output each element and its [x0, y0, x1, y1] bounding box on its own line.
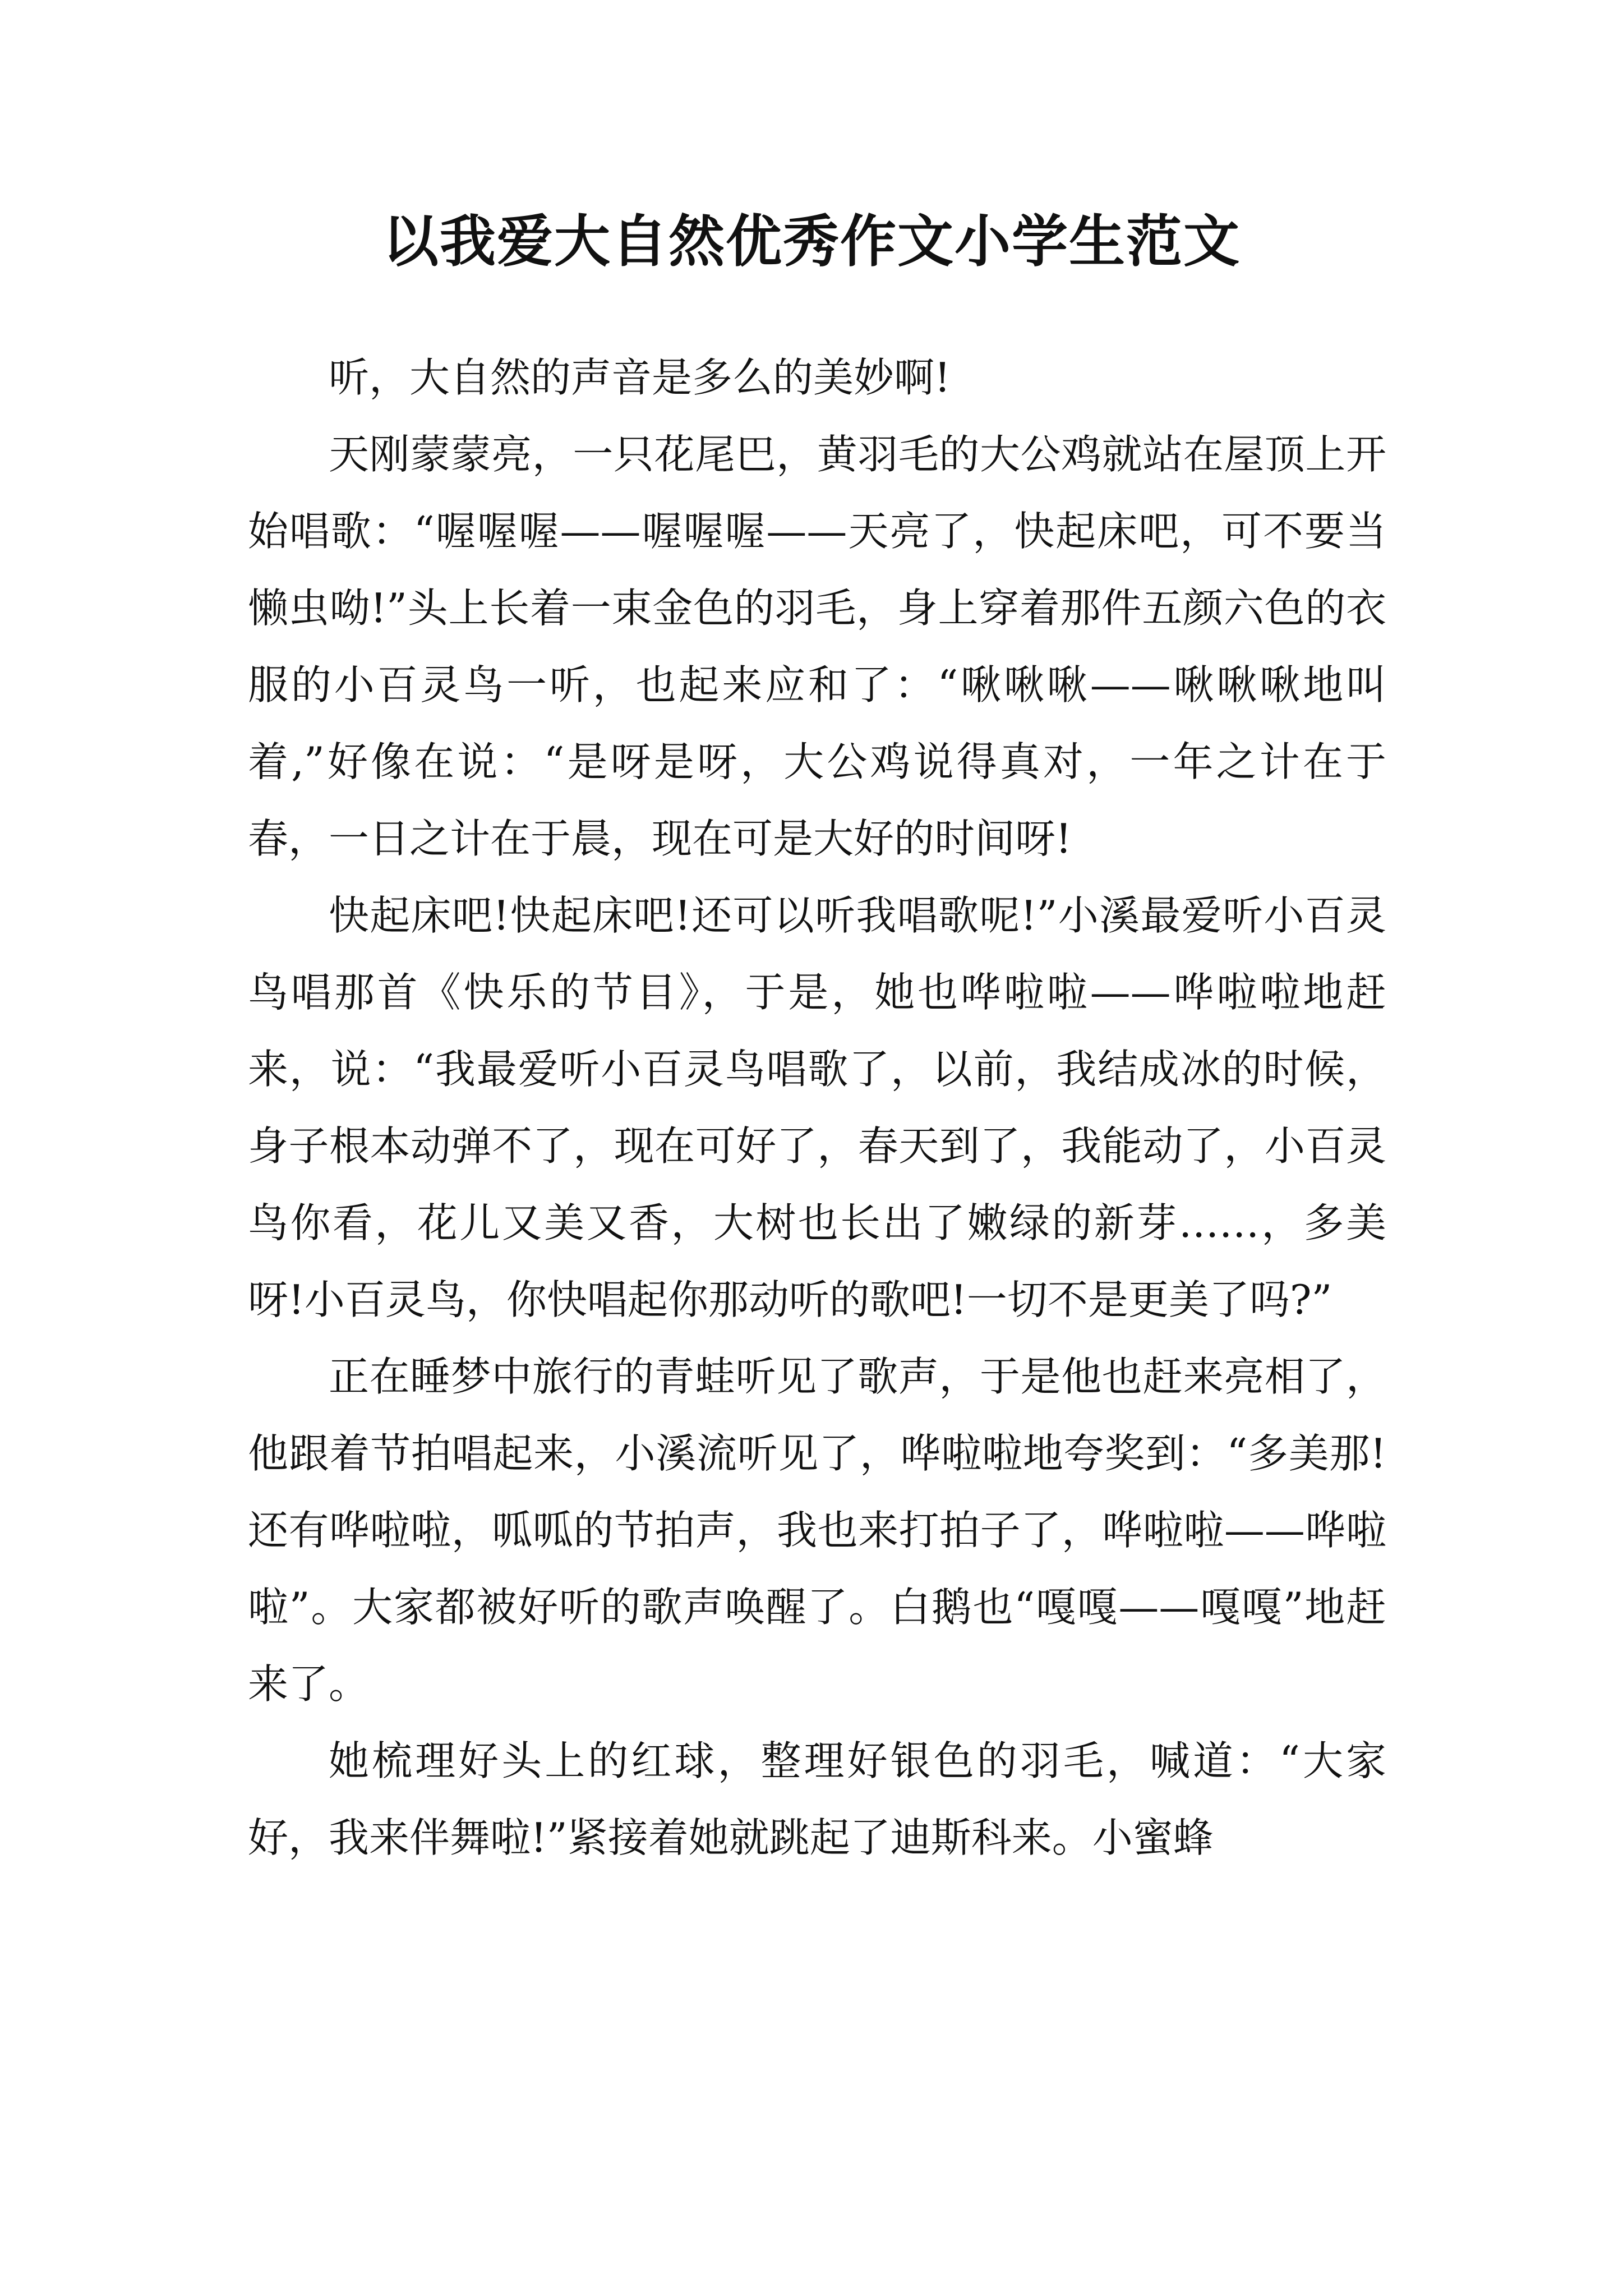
document-title: 以我爱大自然优秀作文小学生范文 — [382, 208, 1241, 274]
paragraph: 正在睡梦中旅行的青蛙听见了歌声，于是他也赶来亮相了，他跟着节拍唱起来，小溪流听见了，哗啦啦地夸奖到：“多美那!还有哗啦啦，呱呱的节拍声，我也来打拍子了，哗啦啦——哗啦啦”。大家都被好听的歌声唤醒了。白鹅也“嘎嘎——嘎嘎”地赶来了。 — [248, 1353, 1386, 1708]
paragraph: 快起床吧!快起床吧!还可以听我唱歌呢!”小溪最爱听小百灵鸟唱那首《快乐的节目》，于是，她也哗啦啦——哗啦啦地赶来，说：“我最爱听小百灵鸟唱歌了，以前，我结成冰的时候，身子根本动弹不了，现在可好了，春天到了，我能动了，小百灵鸟你看，花儿又美又香，大树也长出了嫩绿的新芽……，多美呀!小百灵鸟，你快唱起你那动听的歌吧!一切不是更美了吗?” — [248, 892, 1386, 1323]
paragraph: 听，大自然的声音是多么的美妙啊! — [329, 354, 951, 401]
document-body — [248, 339, 1386, 1876]
paragraph: 她梳理好头上的红球，整理好银色的羽毛，喊道：“大家好，我来伴舞啦!”紧接着她就跳起了迪斯科来。小蜜蜂 — [248, 1737, 1386, 1861]
paragraph: 天刚蒙蒙亮，一只花尾巴，黄羽毛的大公鸡就站在屋顶上开始唱歌：“喔喔喔——喔喔喔——天亮了，快起床吧，可不要当懒虫呦!”头上长着一束金色的羽毛，身上穿着那件五颜六色的衣服的小百灵鸟一听，也起来应和了：“啾啾啾——啾啾啾地叫着,”好像在说：“是呀是呀，大公鸡说得真对，一年之计在于春，一日之计在于晨，现在可是大好的时间呀! — [248, 431, 1386, 862]
